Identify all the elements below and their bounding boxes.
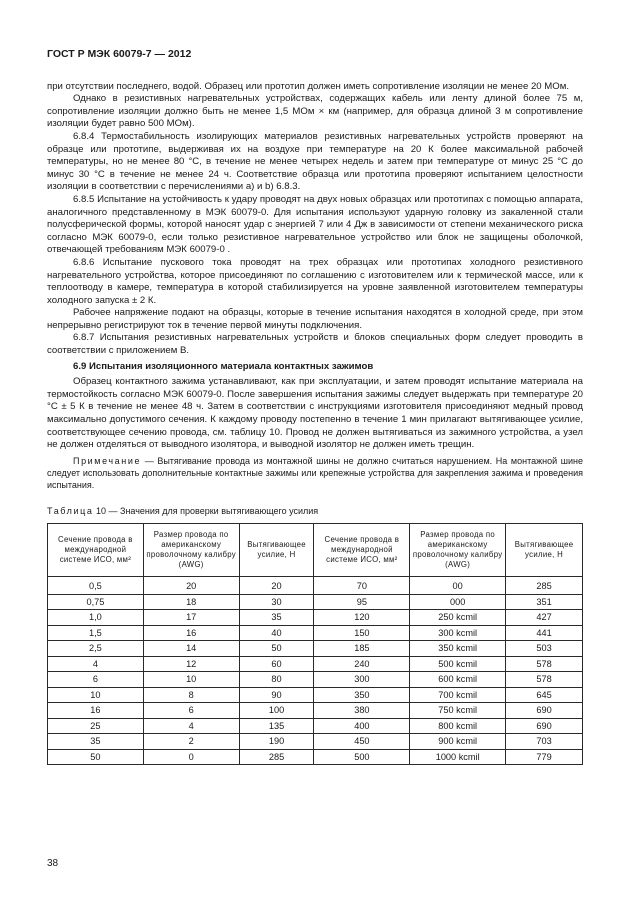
table-cell: 380 [314, 703, 410, 719]
column-header: Вытягивающее усилие, Н [506, 524, 583, 577]
table-cell: 95 [314, 594, 410, 610]
table-cell: 17 [143, 610, 239, 626]
table-row [48, 577, 583, 595]
table-cell: 1000 kcmil [410, 749, 506, 765]
section-heading: 6.9 Испытания изоляционного материала контактных зажимов [73, 360, 374, 372]
table-row [48, 672, 583, 688]
table-cell: 12 [143, 656, 239, 672]
table-cell: 135 [239, 718, 314, 734]
table-cell: 120 [314, 610, 410, 626]
table-row [48, 749, 583, 765]
table-cell: 503 [506, 641, 583, 657]
table-cell: 00 [410, 577, 506, 595]
table-cell: 779 [506, 749, 583, 765]
table-cell: 300 [314, 672, 410, 688]
table-row [48, 687, 583, 703]
table-cell: 900 kcmil [410, 734, 506, 750]
table-cell: 427 [506, 610, 583, 626]
table-cell: 60 [239, 656, 314, 672]
table-cell: 0 [143, 749, 239, 765]
table-cell: 645 [506, 687, 583, 703]
table-row [48, 718, 583, 734]
table-cell: 100 [239, 703, 314, 719]
table-cell: 50 [48, 749, 144, 765]
table-cell: 1,5 [48, 625, 144, 641]
table-cell: 14 [143, 641, 239, 657]
table-cell: 600 kcmil [410, 672, 506, 688]
note [47, 455, 583, 491]
page-number: 38 [47, 858, 59, 869]
table-header-row [48, 524, 583, 577]
table-caption-text: 10 — Значения для проверки вытягивающего усилия [93, 505, 319, 516]
table-cell: 750 kcmil [410, 703, 506, 719]
table-cell: 350 [314, 687, 410, 703]
table-cell: 4 [48, 656, 144, 672]
table-cell: 441 [506, 625, 583, 641]
column-header: Размер провода по американскому проволочному калибру (AWG) [143, 524, 239, 577]
table-cell: 0,75 [48, 594, 144, 610]
paragraph: 6.8.4 Термостабильность изолирующих материалов резистивных нагревательных устройств проверяют на образце или прототипе, выдерживая их на воздухе при температуре на 20 К более максимальной рабочей температуры, но не менее 80 °С, в течение не менее четырех недель и затем при температуре от минус 25 °С до минус 30 °С в течение не менее 24 ч. Соответствие образца или прототипа проверяют испытанием целостности изоляции в соответствии с перечислениями a) и b) 6.8.3. [47, 130, 583, 193]
table-cell: 450 [314, 734, 410, 750]
table-row [48, 656, 583, 672]
column-header: Сечение провода в международной системе ИСО, мм² [48, 524, 144, 577]
table-cell: 500 kcmil [410, 656, 506, 672]
table-caption-label: Таблица [47, 505, 94, 516]
table-cell: 2,5 [48, 641, 144, 657]
table-cell: 800 kcmil [410, 718, 506, 734]
table-body [48, 577, 583, 765]
table-cell: 1,0 [48, 610, 144, 626]
paragraph: 6.8.6 Испытание пускового тока проводят на трех образцах или прототипах холодного резистивного нагревательного устройства, которое присоединяют по соглашению с изготовителем или к термической массе, или к теплоотводу в камере, температура в которой стабилизируется на уровне заявленной изготовителем температуры холодного запуска ± 2 К. [47, 256, 583, 306]
table-row [48, 625, 583, 641]
table-cell: 10 [48, 687, 144, 703]
document-header: ГОСТ Р МЭК 60079-7 — 2012 [47, 48, 192, 60]
pull-force-table [47, 523, 583, 765]
table-cell: 16 [143, 625, 239, 641]
table-cell: 10 [143, 672, 239, 688]
paragraph: Однако в резистивных нагревательных устройствах, содержащих кабель или ленту длиной более 75 м, сопротивление изоляции должно быть не менее 1,5 МОм × км (например, для образца длиной 3 м сопротивление изоляции будет равно 500 МОм). [47, 93, 583, 130]
table-cell: 578 [506, 672, 583, 688]
table-cell: 703 [506, 734, 583, 750]
table-cell: 000 [410, 594, 506, 610]
table-cell: 250 kcmil [410, 610, 506, 626]
table-cell: 285 [506, 577, 583, 595]
table-cell: 16 [48, 703, 144, 719]
table-cell: 300 kcmil [410, 625, 506, 641]
table-cell: 185 [314, 641, 410, 657]
section-paragraph: Образец контактного зажима устанавливают, как при эксплуатации, и затем проводят испытание материала на термостойкость согласно МЭК 60079-0. После завершения испытания зажимы следует выдержать при температуре 20 °С ± 5 К в течение не менее 48 ч. Затем в соответствии с инструкциями изготовителя присоединяют медный провод максимально допустимого сечения. К каждому проводу постепенно в течение 1 мин прилагают вытягивающее усилие, соответствующее сечению провода, см. таблицу 10. Провод не должен вытягиваться из зажимного устройства, а узел не должен отделяться от выводного изолятора, и выводной изолятор не должен иметь трещин. [47, 376, 583, 451]
table-cell: 240 [314, 656, 410, 672]
table-cell: 351 [506, 594, 583, 610]
table-cell: 700 kcmil [410, 687, 506, 703]
table-cell: 150 [314, 625, 410, 641]
table-caption [47, 505, 583, 518]
paragraph: при отсутствии последнего, водой. Образец или прототип должен иметь сопротивление изоляции не менее 20 МОм. [47, 80, 570, 92]
table-row [48, 734, 583, 750]
note-label: Примечание [73, 455, 142, 466]
table-cell: 8 [143, 687, 239, 703]
table-cell: 285 [239, 749, 314, 765]
table-cell: 690 [506, 703, 583, 719]
table-cell: 35 [48, 734, 144, 750]
table-cell: 6 [48, 672, 144, 688]
table-cell: 18 [143, 594, 239, 610]
table-row [48, 610, 583, 626]
table-cell: 578 [506, 656, 583, 672]
table-cell: 2 [143, 734, 239, 750]
note-text: — Вытягивание провода из монтажной шины не должно считаться нарушением. На монтажной шине следует использовать дополнительные контактные зажимы или крепежные устройства для закрепления зажима и проведения испытания. [47, 455, 583, 490]
table-cell: 690 [506, 718, 583, 734]
table-cell: 350 kcmil [410, 641, 506, 657]
table-cell: 0,5 [48, 577, 144, 595]
table-cell: 35 [239, 610, 314, 626]
paragraph: 6.8.5 Испытание на устойчивость к удару проводят на двух новых образцах или прототипах с помощью аппарата, аналогичного представленному в МЭК 60079-0. Для испытания используют ударную головку из закаленной стали полусферической формы, которой наносят удар с энергией 7 или 4 Дж в зависимости от степени механического риска согласно МЭК 60079-0, если только резистивное нагревательное устройство или блок не защищены оболочкой, отвечающей требованиям МЭК 60079-0 . [47, 193, 583, 256]
table-cell: 30 [239, 594, 314, 610]
table-cell: 50 [239, 641, 314, 657]
table-cell: 400 [314, 718, 410, 734]
table-row [48, 703, 583, 719]
table-cell: 90 [239, 687, 314, 703]
table-cell: 190 [239, 734, 314, 750]
table-row [48, 641, 583, 657]
column-header: Размер провода по американскому проволочному калибру (AWG) [410, 524, 506, 577]
table-cell: 20 [143, 577, 239, 595]
body-text [47, 81, 583, 358]
table-cell: 20 [239, 577, 314, 595]
table-cell: 40 [239, 625, 314, 641]
column-header: Сечение провода в международной системе ИСО, мм² [314, 524, 410, 577]
table-cell: 70 [314, 577, 410, 595]
table-cell: 25 [48, 718, 144, 734]
table-cell: 4 [143, 718, 239, 734]
paragraph: 6.8.7 Испытания резистивных нагревательных устройств и блоков специальных форм следует проводить в соответствии с приложением B. [47, 332, 583, 357]
column-header: Вытягивающее усилие, Н [239, 524, 314, 577]
paragraph: Рабочее напряжение подают на образцы, которые в течение испытания находятся в холодной среде, при этом непрерывно регистрируют ток в течение первой минуты подключения. [47, 307, 583, 331]
table-cell: 6 [143, 703, 239, 719]
table-cell: 80 [239, 672, 314, 688]
document-page [47, 48, 583, 765]
table-cell: 500 [314, 749, 410, 765]
table-row [48, 594, 583, 610]
